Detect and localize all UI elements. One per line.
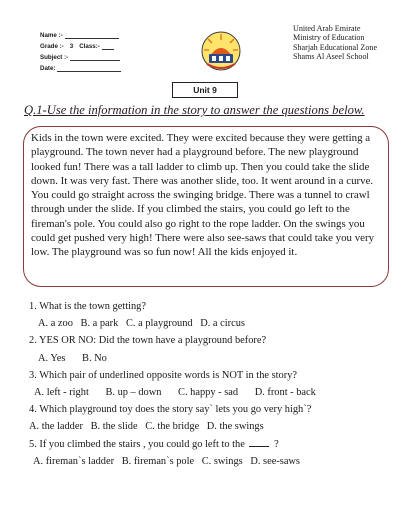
option-d[interactable]: D. see-saws (250, 455, 300, 467)
question-1-options (29, 315, 409, 332)
question-5-mark: ? (274, 438, 279, 450)
question-3: 3. Which pair of underlined opposite words is NOT in the story? (29, 369, 297, 381)
question-2-options (29, 350, 409, 367)
question-5-options (29, 453, 409, 470)
option-c[interactable]: C. swings (201, 455, 243, 467)
story-box (23, 126, 389, 287)
option-c[interactable]: C. the bridge (145, 421, 200, 433)
option-b[interactable]: B. up – down (105, 386, 162, 398)
date-row (40, 61, 140, 72)
option-d[interactable]: D. a circus (200, 318, 245, 330)
question-4: 4. Which playground toy does the story say` lets you go very high`? (29, 404, 312, 416)
school-line-2: Ministry of Education (293, 33, 365, 43)
student-info-block (40, 28, 140, 72)
date-label: Date: (40, 65, 56, 72)
school-line-4: Shams Al Aseel School (293, 52, 369, 62)
class-label: Class:- (79, 43, 100, 50)
option-d[interactable]: D. front - back (254, 386, 316, 398)
grade-value: 3 (69, 43, 74, 50)
subject-label: Subject :- (40, 54, 69, 61)
question-2: 2. YES OR NO: Did the town have a playground before? (29, 335, 267, 347)
option-c[interactable]: C. a playground (125, 318, 193, 330)
school-line-1: United Arab Emirate (293, 24, 361, 33)
name-label: Name :- (40, 32, 63, 39)
option-b[interactable]: B. fireman`s pole (121, 455, 195, 467)
question-5-text: 5. If you climbed the stairs , you could go left to the (29, 438, 245, 450)
option-a[interactable]: A. left - right (34, 386, 89, 398)
grade-label: Grade :- (40, 43, 64, 50)
option-a[interactable]: A. fireman`s ladder (33, 455, 115, 467)
name-field[interactable] (65, 31, 119, 39)
option-c[interactable]: C. happy - sad (178, 386, 239, 398)
name-row (40, 28, 140, 39)
option-b[interactable]: B. the slide (90, 421, 138, 433)
subject-field[interactable] (70, 53, 120, 61)
question-4-options (29, 418, 409, 435)
subject-row (40, 50, 140, 61)
option-b[interactable]: B. No (82, 352, 107, 364)
questions-section (29, 298, 409, 470)
option-a[interactable]: A. a zoo (38, 318, 73, 330)
option-d[interactable]: D. the swings (206, 421, 264, 433)
question-3-options (29, 384, 409, 401)
class-field[interactable] (102, 42, 114, 50)
option-a[interactable]: A. the ladder (29, 421, 83, 433)
answer-blank[interactable] (249, 437, 269, 447)
school-line-3: Sharjah Educational Zone (293, 42, 378, 52)
unit-label: Unit 9 (172, 82, 238, 98)
grade-row (40, 39, 140, 50)
option-b[interactable]: B. a park (80, 318, 119, 330)
school-info (293, 24, 377, 62)
question-1: 1. What is the town getting? (29, 301, 146, 312)
question-5 (29, 436, 409, 453)
date-field[interactable] (57, 64, 121, 72)
option-a[interactable]: A. Yes (38, 352, 66, 364)
question-instruction: Q.1-Use the information in the story to answer the questions below. (24, 103, 365, 117)
story-text: Kids in the town were excited. They were excited because they were getting a playground. The town never had a playground before. The new playground looked fun! There was a tall ladder to climb up. Then you could take the slide down. It was very fast. There was another slide, too. It went around in a curve. You could go straight across the swinging bridge. There was a tunnel to crawl through under the slide. If you climbed the stairs, you could go left to the fireman's pole. You could also go right to the rope ladder. On the swings you could get pushed very high! There were also see-saws that could take you very low. The playground was so fun now! All the kids enjoyed it. (31, 132, 375, 259)
school-logo-icon (199, 30, 243, 72)
